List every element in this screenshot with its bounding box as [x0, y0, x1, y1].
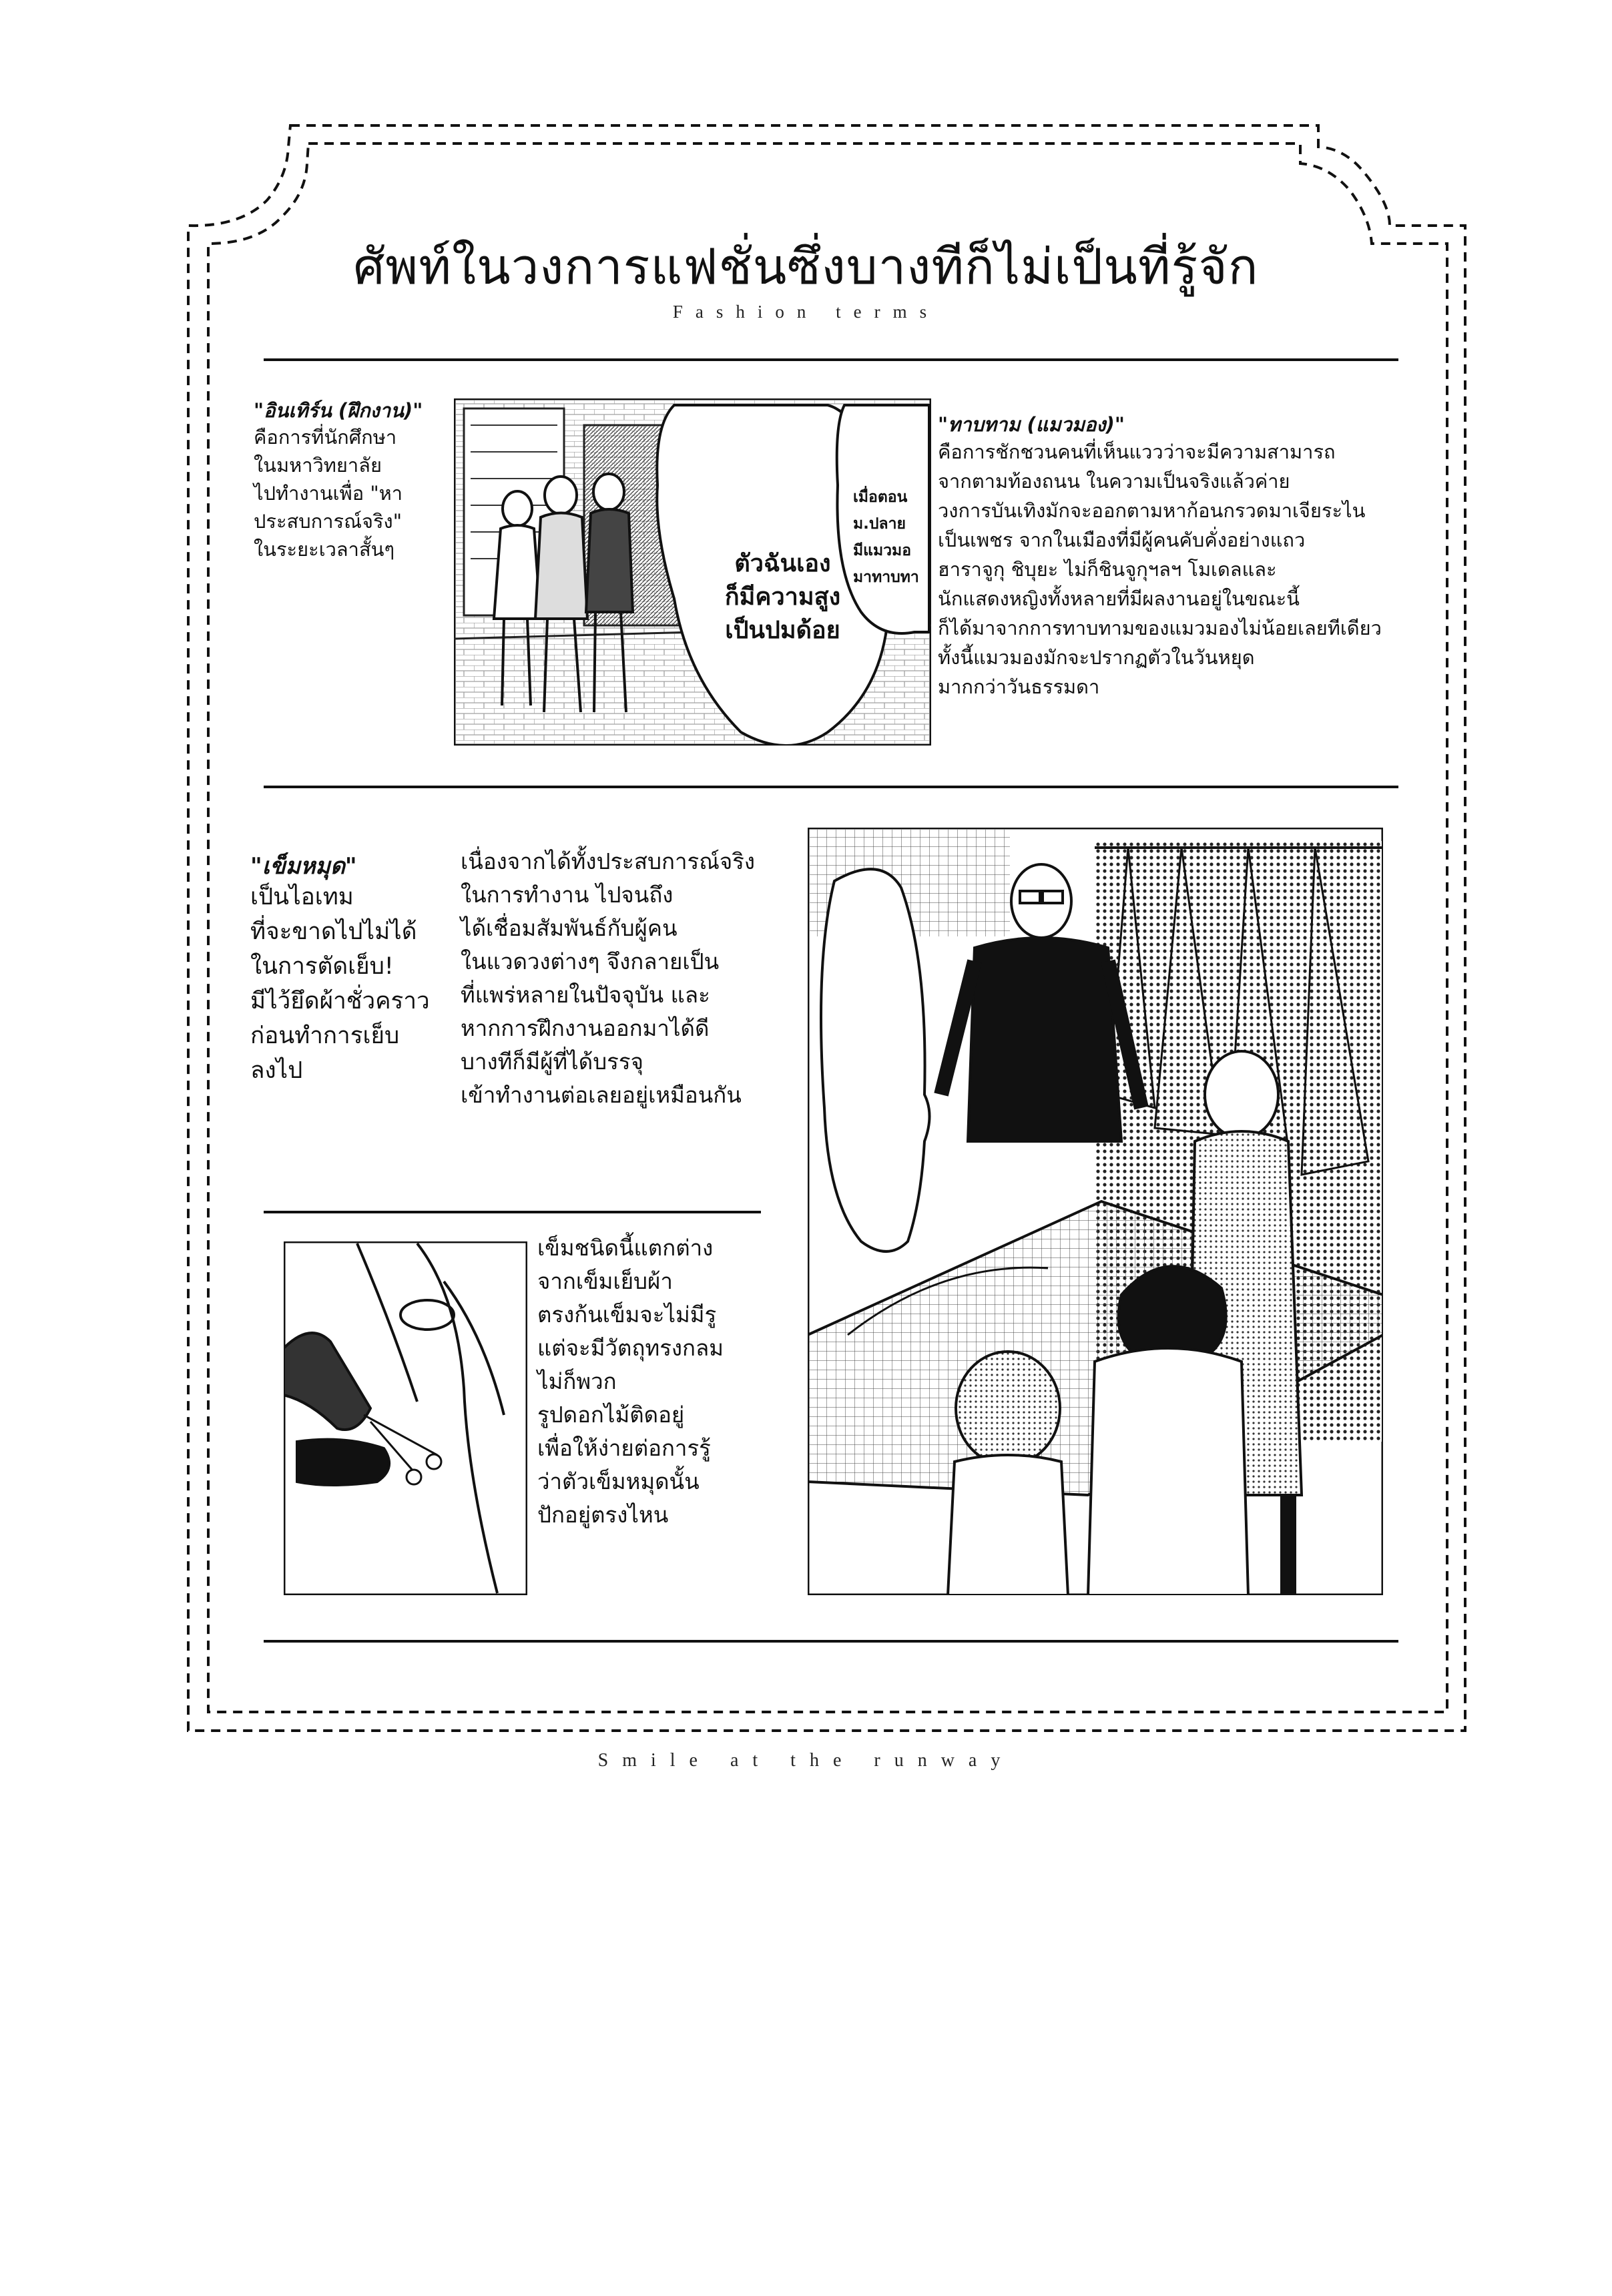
intern-note: เนื่องจากได้ทั้งประสบการณ์จริง ในการทำงาน ไปจนถึง ได้เชื่อมสัมพันธ์กับผู้คน ในแวดวงต่างๆ จึงกลายเป็น ที่แพร่หลายในปัจจุบัน และ หากการฝึกงานออกมาได้ดี บางทีก็มีผู้ที่ได้บรรจุ เข้าทำงานต่อเลยอยู่เหมือนกัน — [461, 848, 756, 1108]
term-heading-pin: "เข็มหมุด" — [250, 853, 357, 880]
divider-rule — [264, 786, 1398, 788]
term-heading-scouting: "ทาบทาม (แมวมอง)" — [938, 413, 1125, 436]
pin-note: เข็มชนิดนี้แตกต่าง จากเข็มเย็บผ้า ตรงก้นเข็มจะไม่มีรู แต่จะมีวัตถุทรงกลม ไม่ก็พวก รูปดอกไม้ติดอยู่ เพื่อให้ง่ายต่อการรู้ ว่าตัวเข็มหมุดนั้น ปักอยู่ตรงไหน — [537, 1235, 724, 1528]
page-subtitle: Fashion terms — [672, 302, 940, 322]
term-body-pin: เป็นไอเทม ที่จะขาดไปไม่ได้ ในการตัดเย็บ! มีไว้ยึดผ้าชั่วคราว ก่อนทำการเย็บ ลงไป — [250, 884, 430, 1084]
speech-bubble-height: ตัวฉันเอง ก็มีความสูง เป็นปมด้อย — [724, 550, 841, 644]
term-body-scouting: คือการชักชวนคนที่เห็นแววว่าจะมีความสามารถ จากตามท้องถนน ในความเป็นจริงแล้วค่าย วงการบันเทิงมักจะออกตามหาก้อนกรวดมาเจียระไน เป็นเพชร จากในเมืองที่มีผู้คนคับคั่งอย่างแถว ฮาราจูกุ ชิบุยะ ไม่ก็ชินจูกุฯลฯ โมเดลและ นักแสดงหญิงทั้งหลายที่มีผลงานอยู่ในขณะนี้ ก็ได้มาจากการทาบทามของแมวมองไม่น้อยเลยทีเดียว ทั้งนี้แมวมองมักจะปรากฏตัวในวันหยุด มากกว่าวันธรรมดา — [938, 441, 1382, 698]
manga-panel-pin — [284, 1241, 527, 1595]
term-heading-intern: "อินเทิร์น (ฝึกงาน)" — [254, 399, 423, 422]
divider-rule — [264, 1211, 761, 1213]
page-title: ศัพท์ในวงการแฟชั่นซึ่งบางทีก็ไม่เป็นที่รู้จัก — [353, 238, 1259, 296]
divider-rule — [264, 1640, 1398, 1643]
page-footer: Smile at the runway — [597, 1750, 1015, 1771]
manga-panel-studio — [808, 828, 1383, 1595]
speech-bubble-scout: เมื่อตอน ม.ปลาย มีแมวมอ มาทาบทา — [853, 489, 919, 586]
divider-rule — [264, 358, 1398, 361]
term-body-intern: คือการที่นักศึกษา ในมหาวิทยาลัย ไปทำงานเพื่อ "หา ประสบการณ์จริง" ในระยะเวลาสั้นๆ — [254, 426, 403, 561]
